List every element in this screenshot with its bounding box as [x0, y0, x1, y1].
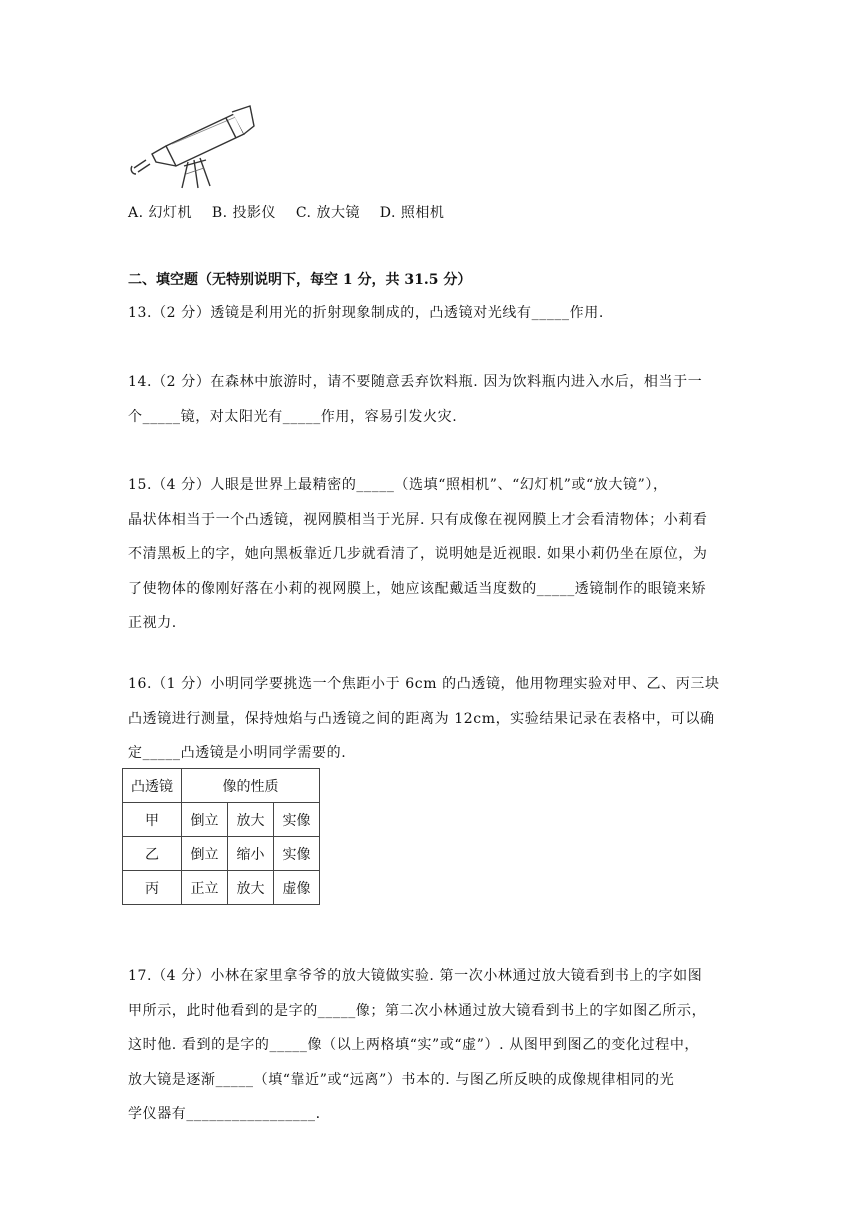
- question-17: [128, 959, 738, 1132]
- q16-line-2: 凸透镜进行测量，保持烛焰与凸透镜之间的距离为 12cm，实验结果记录在表格中，可以确: [128, 710, 715, 727]
- q15-line-1: 15.（4 分）人眼是世界上最精密的_____（选填“照相机”、“幻灯机”或“放大镜”），: [128, 477, 668, 493]
- table-cell: 放大: [228, 871, 274, 905]
- question-15: [128, 468, 738, 641]
- option-c: C. 放大镜: [295, 205, 360, 221]
- q15-line-3: 不清黑板上的字，她向黑板靠近几步就看清了，说明她是近视眼. 如果小莉仍坐在原位，为: [128, 546, 708, 562]
- q16-line-3: 定_____凸透镜是小明同学需要的.: [128, 745, 347, 761]
- table-row: [123, 803, 320, 837]
- table-cell: 实像: [274, 803, 320, 837]
- q15-line-2: 晶状体相当于一个凸透镜，视网膜相当于光屏. 只有成像在视网膜上才会看清物体；小莉看: [128, 511, 708, 528]
- section-title: 二、填空题（无特别说明下，每空 1 分，共 31.5 分）: [128, 272, 472, 288]
- table-cell: 缩小: [228, 837, 274, 871]
- table-header-row: [123, 769, 320, 803]
- q17-line-2: 甲所示，此时他看到的是字的_____像；第二次小林通过放大镜看到书上的字如图乙所示，: [128, 1002, 707, 1019]
- option-a: A. 幻灯机: [128, 205, 193, 221]
- question-16: [128, 667, 738, 771]
- q17-line-3: 这时他. 看到的是字的_____像（以上两格填“实”或“虚”）. 从图甲到图乙的变化过程中，: [128, 1037, 700, 1053]
- table-cell: 放大: [228, 803, 274, 837]
- q13-line-1: 13.（2 分）透镜是利用光的折射现象制成的，凸透镜对光线有_____作用.: [128, 305, 604, 321]
- q14-line-2: 个_____镜，对太阳光有_____作用，容易引发火灾.: [128, 408, 458, 425]
- question-14: [128, 365, 738, 434]
- q16-line-1: 16.（1 分）小明同学要挑选一个焦距小于 6cm 的凸透镜，他用物理实验对甲、乙、丙三块: [128, 676, 720, 692]
- q17-line-1: 17.（4 分）小林在家里拿爷爷的放大镜做实验. 第一次小林通过放大镜看到书上的字如图: [128, 968, 703, 984]
- table-cell: 正立: [182, 871, 228, 905]
- answer-options: [128, 202, 444, 222]
- option-b: B. 投影仪: [211, 205, 277, 221]
- q15-line-5: 正视力.: [128, 615, 177, 631]
- table-header-lens: 凸透镜: [123, 769, 182, 803]
- table-cell: 甲: [123, 803, 182, 837]
- table-row: [123, 837, 320, 871]
- q17-line-4: 放大镜是逐渐_____（填“靠近”或“远离”）书本的. 与图乙所反映的成像规律相同的光: [128, 1071, 675, 1088]
- table-header-props: 像的性质: [182, 769, 320, 803]
- option-d: D. 照相机: [379, 205, 445, 221]
- table-cell: 乙: [123, 837, 182, 871]
- table-row: [123, 871, 320, 905]
- table-cell: 倒立: [182, 803, 228, 837]
- table-cell: 实像: [274, 837, 320, 871]
- question-13: [128, 296, 738, 331]
- q17-line-5: 学仪器有_________________.: [128, 1106, 321, 1122]
- table-cell: 倒立: [182, 837, 228, 871]
- q14-line-1: 14.（2 分）在森林中旅游时，请不要随意丢弃饮料瓶. 因为饮料瓶内进入水后，相当于一: [128, 374, 703, 390]
- table-cell: 丙: [123, 871, 182, 905]
- telescope-illustration: [126, 104, 256, 190]
- q15-line-4: 了使物体的像刚好落在小莉的视网膜上，她应该配戴适当度数的_____透镜制作的眼镜来矫: [128, 580, 707, 597]
- table-cell: 虚像: [274, 871, 320, 905]
- image-properties-table: [122, 768, 320, 905]
